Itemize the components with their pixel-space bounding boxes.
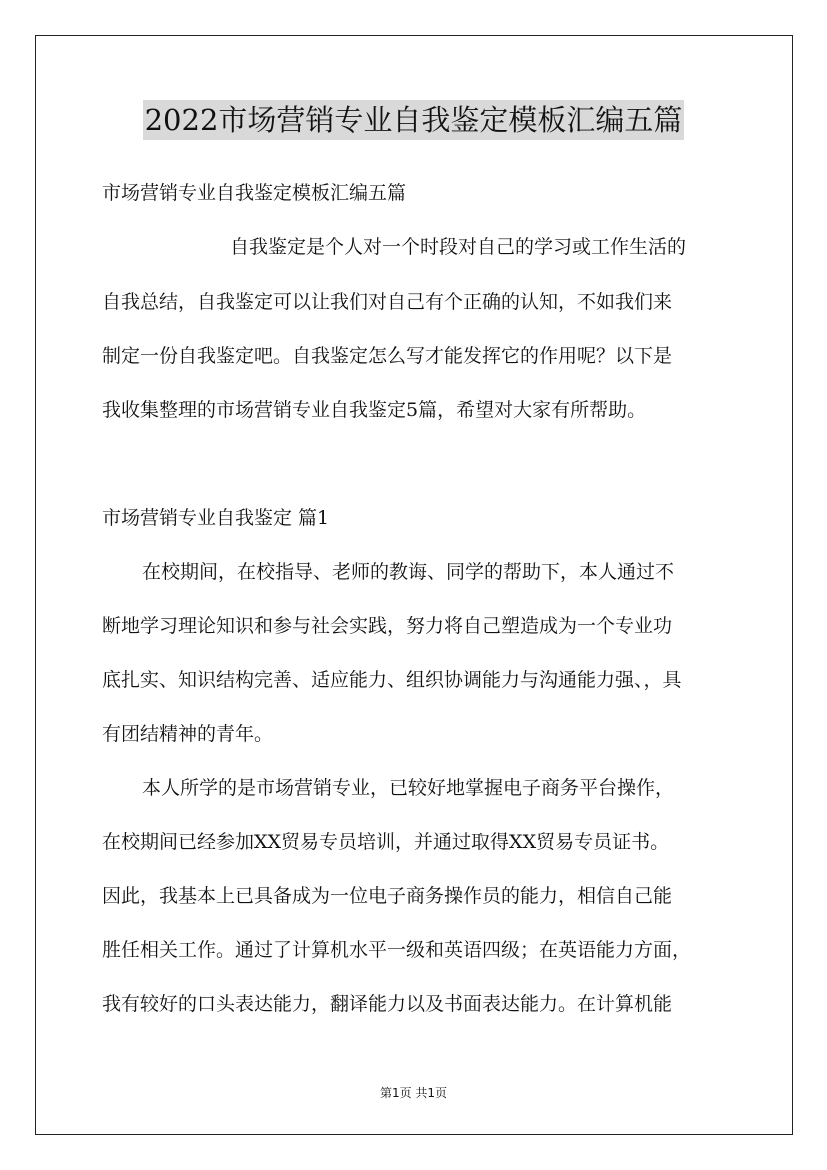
intro-line-3: 制定一份自我鉴定吧。自我鉴定怎么写才能发挥它的作用呢？以下是	[102, 345, 673, 367]
paragraph1-line-1: 在校期间，在校指导、老师的教诲、同学的帮助下，本人通过不	[142, 561, 675, 583]
document-title: 2022市场营销专业自我鉴定模板汇编五篇	[143, 100, 685, 140]
paragraph2-line-1: 本人所学的是市场营销专业，已较好地掌握电子商务平台操作，	[142, 777, 675, 799]
paragraph2-line-2: 在校期间已经参加XX贸易专员培训，并通过取得XX贸易专员证书。	[102, 831, 670, 853]
intro-line-4: 我收集整理的市场营销专业自我鉴定5篇，希望对大家有所帮助。	[102, 399, 647, 421]
document-subtitle: 市场营销专业自我鉴定模板汇编五篇	[102, 182, 407, 204]
title-wrapper	[0, 100, 827, 140]
paragraph2-line-4: 胜任相关工作。通过了计算机水平一级和英语四级；在英语能力方面，	[102, 939, 692, 961]
intro-line-1: 自我鉴定是个人对一个时段对自己的学习或工作生活的	[230, 236, 687, 258]
section-heading: 市场营销专业自我鉴定 篇1	[102, 507, 330, 529]
intro-line-2: 自我总结，自我鉴定可以让我们对自己有个正确的认知，不如我们来	[102, 291, 673, 313]
page-footer: 第1页 共1页	[379, 1086, 448, 1100]
paragraph2-line-5: 我有较好的口头表达能力，翻译能力以及书面表达能力。在计算机能	[102, 993, 673, 1015]
paragraph1-line-4: 有团结精神的青年。	[102, 723, 274, 745]
paragraph1-line-3: 底扎实、知识结构完善、适应能力、组织协调能力与沟通能力强、，具	[102, 669, 682, 691]
paragraph1-line-2: 断地学习理论知识和参与社会实践，努力将自己塑造成为一个专业功	[102, 615, 673, 637]
paragraph2-line-3: 因此，我基本上已具备成为一位电子商务操作员的能力，相信自己能	[102, 885, 673, 907]
